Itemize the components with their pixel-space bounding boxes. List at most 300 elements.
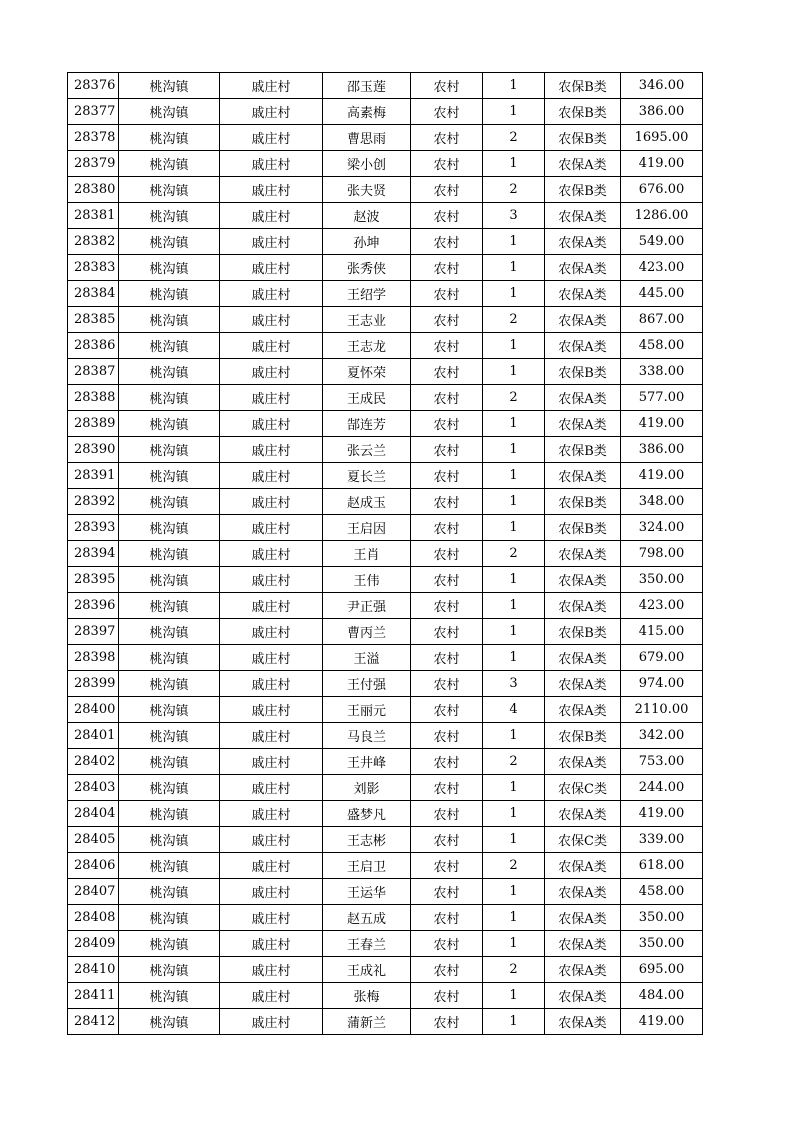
member-count-cell: 1 <box>483 463 545 489</box>
serial-number-cell: 28399 <box>68 671 119 697</box>
household-type-cell: 农村 <box>411 229 483 255</box>
amount-cell: 458.00 <box>621 333 703 359</box>
household-type-cell: 农村 <box>411 905 483 931</box>
village-cell: 戚庄村 <box>220 723 323 749</box>
amount-cell: 549.00 <box>621 229 703 255</box>
name-cell: 王志业 <box>323 307 411 333</box>
table-row <box>68 515 703 541</box>
member-count-cell: 2 <box>483 749 545 775</box>
serial-number-cell: 28387 <box>68 359 119 385</box>
insurance-category-cell: 农保B类 <box>545 619 621 645</box>
name-cell: 王付强 <box>323 671 411 697</box>
member-count-cell: 1 <box>483 567 545 593</box>
village-cell: 戚庄村 <box>220 749 323 775</box>
member-count-cell: 1 <box>483 905 545 931</box>
insurance-category-cell: 农保C类 <box>545 775 621 801</box>
table-row <box>68 463 703 489</box>
member-count-cell: 1 <box>483 879 545 905</box>
amount-cell: 867.00 <box>621 307 703 333</box>
amount-cell: 798.00 <box>621 541 703 567</box>
serial-number-cell: 28379 <box>68 151 119 177</box>
household-type-cell: 农村 <box>411 749 483 775</box>
table-row <box>68 645 703 671</box>
table-row <box>68 255 703 281</box>
table-row <box>68 333 703 359</box>
town-cell: 桃沟镇 <box>119 905 220 931</box>
serial-number-cell: 28407 <box>68 879 119 905</box>
data-table <box>67 72 703 1035</box>
serial-number-cell: 28378 <box>68 125 119 151</box>
member-count-cell: 2 <box>483 177 545 203</box>
table-row <box>68 957 703 983</box>
table-row <box>68 931 703 957</box>
member-count-cell: 1 <box>483 827 545 853</box>
name-cell: 王溢 <box>323 645 411 671</box>
serial-number-cell: 28391 <box>68 463 119 489</box>
amount-cell: 445.00 <box>621 281 703 307</box>
household-type-cell: 农村 <box>411 801 483 827</box>
amount-cell: 350.00 <box>621 567 703 593</box>
village-cell: 戚庄村 <box>220 619 323 645</box>
table-row <box>68 307 703 333</box>
serial-number-cell: 28394 <box>68 541 119 567</box>
household-type-cell: 农村 <box>411 567 483 593</box>
village-cell: 戚庄村 <box>220 515 323 541</box>
amount-cell: 484.00 <box>621 983 703 1009</box>
member-count-cell: 2 <box>483 957 545 983</box>
household-type-cell: 农村 <box>411 99 483 125</box>
amount-cell: 386.00 <box>621 99 703 125</box>
table-row <box>68 411 703 437</box>
household-type-cell: 农村 <box>411 931 483 957</box>
name-cell: 王启卫 <box>323 853 411 879</box>
name-cell: 曹思雨 <box>323 125 411 151</box>
amount-cell: 419.00 <box>621 411 703 437</box>
name-cell: 王丽元 <box>323 697 411 723</box>
insurance-category-cell: 农保A类 <box>545 151 621 177</box>
serial-number-cell: 28382 <box>68 229 119 255</box>
town-cell: 桃沟镇 <box>119 827 220 853</box>
insurance-category-cell: 农保B类 <box>545 437 621 463</box>
household-type-cell: 农村 <box>411 593 483 619</box>
town-cell: 桃沟镇 <box>119 1009 220 1035</box>
town-cell: 桃沟镇 <box>119 73 220 99</box>
village-cell: 戚庄村 <box>220 307 323 333</box>
town-cell: 桃沟镇 <box>119 463 220 489</box>
name-cell: 王启因 <box>323 515 411 541</box>
table-row <box>68 385 703 411</box>
village-cell: 戚庄村 <box>220 775 323 801</box>
town-cell: 桃沟镇 <box>119 255 220 281</box>
town-cell: 桃沟镇 <box>119 879 220 905</box>
insurance-category-cell: 农保A类 <box>545 307 621 333</box>
household-type-cell: 农村 <box>411 619 483 645</box>
name-cell: 赵波 <box>323 203 411 229</box>
amount-cell: 753.00 <box>621 749 703 775</box>
insurance-category-cell: 农保A类 <box>545 697 621 723</box>
member-count-cell: 1 <box>483 151 545 177</box>
town-cell: 桃沟镇 <box>119 125 220 151</box>
household-type-cell: 农村 <box>411 73 483 99</box>
village-cell: 戚庄村 <box>220 853 323 879</box>
amount-cell: 339.00 <box>621 827 703 853</box>
serial-number-cell: 28403 <box>68 775 119 801</box>
serial-number-cell: 28377 <box>68 99 119 125</box>
insurance-category-cell: 农保A类 <box>545 957 621 983</box>
amount-cell: 679.00 <box>621 645 703 671</box>
household-type-cell: 农村 <box>411 671 483 697</box>
household-type-cell: 农村 <box>411 333 483 359</box>
town-cell: 桃沟镇 <box>119 515 220 541</box>
village-cell: 戚庄村 <box>220 411 323 437</box>
serial-number-cell: 28396 <box>68 593 119 619</box>
household-type-cell: 农村 <box>411 827 483 853</box>
member-count-cell: 1 <box>483 333 545 359</box>
village-cell: 戚庄村 <box>220 593 323 619</box>
table-body <box>68 73 703 1035</box>
member-count-cell: 2 <box>483 307 545 333</box>
village-cell: 戚庄村 <box>220 957 323 983</box>
member-count-cell: 1 <box>483 489 545 515</box>
town-cell: 桃沟镇 <box>119 307 220 333</box>
member-count-cell: 1 <box>483 645 545 671</box>
serial-number-cell: 28401 <box>68 723 119 749</box>
table-row <box>68 99 703 125</box>
amount-cell: 338.00 <box>621 359 703 385</box>
table-row <box>68 671 703 697</box>
table-row <box>68 879 703 905</box>
name-cell: 王志彬 <box>323 827 411 853</box>
name-cell: 夏怀荣 <box>323 359 411 385</box>
serial-number-cell: 28398 <box>68 645 119 671</box>
amount-cell: 618.00 <box>621 853 703 879</box>
village-cell: 戚庄村 <box>220 463 323 489</box>
household-type-cell: 农村 <box>411 983 483 1009</box>
household-type-cell: 农村 <box>411 697 483 723</box>
amount-cell: 350.00 <box>621 931 703 957</box>
name-cell: 尹正强 <box>323 593 411 619</box>
village-cell: 戚庄村 <box>220 203 323 229</box>
town-cell: 桃沟镇 <box>119 775 220 801</box>
amount-cell: 695.00 <box>621 957 703 983</box>
insurance-category-cell: 农保A类 <box>545 463 621 489</box>
town-cell: 桃沟镇 <box>119 437 220 463</box>
village-cell: 戚庄村 <box>220 645 323 671</box>
insurance-category-cell: 农保A类 <box>545 983 621 1009</box>
town-cell: 桃沟镇 <box>119 723 220 749</box>
member-count-cell: 3 <box>483 671 545 697</box>
village-cell: 戚庄村 <box>220 359 323 385</box>
name-cell: 张夫贤 <box>323 177 411 203</box>
insurance-category-cell: 农保A类 <box>545 879 621 905</box>
village-cell: 戚庄村 <box>220 255 323 281</box>
serial-number-cell: 28381 <box>68 203 119 229</box>
member-count-cell: 1 <box>483 73 545 99</box>
name-cell: 蒲新兰 <box>323 1009 411 1035</box>
household-type-cell: 农村 <box>411 151 483 177</box>
name-cell: 马良兰 <box>323 723 411 749</box>
name-cell: 王志龙 <box>323 333 411 359</box>
name-cell: 赵五成 <box>323 905 411 931</box>
town-cell: 桃沟镇 <box>119 801 220 827</box>
member-count-cell: 1 <box>483 593 545 619</box>
table-row <box>68 827 703 853</box>
name-cell: 赵成玉 <box>323 489 411 515</box>
amount-cell: 386.00 <box>621 437 703 463</box>
household-type-cell: 农村 <box>411 359 483 385</box>
town-cell: 桃沟镇 <box>119 359 220 385</box>
table-row <box>68 177 703 203</box>
serial-number-cell: 28400 <box>68 697 119 723</box>
name-cell: 张秀侠 <box>323 255 411 281</box>
serial-number-cell: 28393 <box>68 515 119 541</box>
member-count-cell: 1 <box>483 931 545 957</box>
name-cell: 曹丙兰 <box>323 619 411 645</box>
table-row <box>68 619 703 645</box>
table-row <box>68 1009 703 1035</box>
household-type-cell: 农村 <box>411 957 483 983</box>
table-row <box>68 437 703 463</box>
insurance-category-cell: 农保A类 <box>545 333 621 359</box>
table-row <box>68 281 703 307</box>
town-cell: 桃沟镇 <box>119 489 220 515</box>
member-count-cell: 1 <box>483 255 545 281</box>
table-row <box>68 489 703 515</box>
insurance-category-cell: 农保A类 <box>545 645 621 671</box>
household-type-cell: 农村 <box>411 853 483 879</box>
town-cell: 桃沟镇 <box>119 749 220 775</box>
town-cell: 桃沟镇 <box>119 697 220 723</box>
name-cell: 梁小创 <box>323 151 411 177</box>
serial-number-cell: 28402 <box>68 749 119 775</box>
serial-number-cell: 28390 <box>68 437 119 463</box>
name-cell: 王绍学 <box>323 281 411 307</box>
insurance-category-cell: 农保A类 <box>545 1009 621 1035</box>
town-cell: 桃沟镇 <box>119 229 220 255</box>
member-count-cell: 1 <box>483 99 545 125</box>
name-cell: 张梅 <box>323 983 411 1009</box>
village-cell: 戚庄村 <box>220 1009 323 1035</box>
table-row <box>68 229 703 255</box>
town-cell: 桃沟镇 <box>119 957 220 983</box>
name-cell: 郜连芳 <box>323 411 411 437</box>
household-type-cell: 农村 <box>411 307 483 333</box>
insurance-category-cell: 农保B类 <box>545 359 621 385</box>
name-cell: 王肖 <box>323 541 411 567</box>
member-count-cell: 1 <box>483 619 545 645</box>
village-cell: 戚庄村 <box>220 281 323 307</box>
amount-cell: 2110.00 <box>621 697 703 723</box>
serial-number-cell: 28405 <box>68 827 119 853</box>
town-cell: 桃沟镇 <box>119 593 220 619</box>
amount-cell: 458.00 <box>621 879 703 905</box>
serial-number-cell: 28410 <box>68 957 119 983</box>
town-cell: 桃沟镇 <box>119 151 220 177</box>
amount-cell: 324.00 <box>621 515 703 541</box>
serial-number-cell: 28383 <box>68 255 119 281</box>
village-cell: 戚庄村 <box>220 905 323 931</box>
amount-cell: 1695.00 <box>621 125 703 151</box>
village-cell: 戚庄村 <box>220 489 323 515</box>
village-cell: 戚庄村 <box>220 229 323 255</box>
amount-cell: 1286.00 <box>621 203 703 229</box>
amount-cell: 348.00 <box>621 489 703 515</box>
household-type-cell: 农村 <box>411 723 483 749</box>
town-cell: 桃沟镇 <box>119 541 220 567</box>
name-cell: 王春兰 <box>323 931 411 957</box>
serial-number-cell: 28404 <box>68 801 119 827</box>
amount-cell: 419.00 <box>621 463 703 489</box>
table-row <box>68 983 703 1009</box>
town-cell: 桃沟镇 <box>119 645 220 671</box>
insurance-category-cell: 农保A类 <box>545 229 621 255</box>
village-cell: 戚庄村 <box>220 73 323 99</box>
insurance-category-cell: 农保B类 <box>545 73 621 99</box>
village-cell: 戚庄村 <box>220 671 323 697</box>
serial-number-cell: 28397 <box>68 619 119 645</box>
household-type-cell: 农村 <box>411 281 483 307</box>
household-type-cell: 农村 <box>411 489 483 515</box>
member-count-cell: 2 <box>483 853 545 879</box>
member-count-cell: 1 <box>483 983 545 1009</box>
insurance-category-cell: 农保C类 <box>545 827 621 853</box>
amount-cell: 244.00 <box>621 775 703 801</box>
table-row <box>68 203 703 229</box>
member-count-cell: 2 <box>483 125 545 151</box>
insurance-category-cell: 农保B类 <box>545 99 621 125</box>
household-type-cell: 农村 <box>411 177 483 203</box>
member-count-cell: 1 <box>483 801 545 827</box>
member-count-cell: 1 <box>483 411 545 437</box>
amount-cell: 676.00 <box>621 177 703 203</box>
serial-number-cell: 28385 <box>68 307 119 333</box>
household-type-cell: 农村 <box>411 541 483 567</box>
serial-number-cell: 28411 <box>68 983 119 1009</box>
household-type-cell: 农村 <box>411 125 483 151</box>
village-cell: 戚庄村 <box>220 983 323 1009</box>
town-cell: 桃沟镇 <box>119 853 220 879</box>
serial-number-cell: 28388 <box>68 385 119 411</box>
amount-cell: 346.00 <box>621 73 703 99</box>
household-type-cell: 农村 <box>411 203 483 229</box>
amount-cell: 419.00 <box>621 801 703 827</box>
insurance-category-cell: 农保A类 <box>545 385 621 411</box>
table-row <box>68 723 703 749</box>
amount-cell: 419.00 <box>621 1009 703 1035</box>
name-cell: 王井峰 <box>323 749 411 775</box>
insurance-category-cell: 农保A类 <box>545 281 621 307</box>
village-cell: 戚庄村 <box>220 125 323 151</box>
insurance-category-cell: 农保B类 <box>545 723 621 749</box>
insurance-category-cell: 农保A类 <box>545 541 621 567</box>
name-cell: 孙坤 <box>323 229 411 255</box>
household-type-cell: 农村 <box>411 385 483 411</box>
name-cell: 盛梦凡 <box>323 801 411 827</box>
insurance-category-cell: 农保A类 <box>545 593 621 619</box>
village-cell: 戚庄村 <box>220 931 323 957</box>
member-count-cell: 1 <box>483 359 545 385</box>
serial-number-cell: 28386 <box>68 333 119 359</box>
table-row <box>68 151 703 177</box>
household-type-cell: 农村 <box>411 515 483 541</box>
insurance-category-cell: 农保A类 <box>545 671 621 697</box>
member-count-cell: 4 <box>483 697 545 723</box>
member-count-cell: 1 <box>483 437 545 463</box>
household-type-cell: 农村 <box>411 775 483 801</box>
town-cell: 桃沟镇 <box>119 203 220 229</box>
household-type-cell: 农村 <box>411 255 483 281</box>
insurance-category-cell: 农保A类 <box>545 203 621 229</box>
insurance-category-cell: 农保A类 <box>545 853 621 879</box>
member-count-cell: 1 <box>483 281 545 307</box>
member-count-cell: 1 <box>483 515 545 541</box>
insurance-category-cell: 农保B类 <box>545 489 621 515</box>
town-cell: 桃沟镇 <box>119 931 220 957</box>
town-cell: 桃沟镇 <box>119 983 220 1009</box>
town-cell: 桃沟镇 <box>119 385 220 411</box>
table-row <box>68 749 703 775</box>
serial-number-cell: 28384 <box>68 281 119 307</box>
name-cell: 夏长兰 <box>323 463 411 489</box>
town-cell: 桃沟镇 <box>119 333 220 359</box>
table-row <box>68 593 703 619</box>
member-count-cell: 1 <box>483 229 545 255</box>
insurance-category-cell: 农保A类 <box>545 749 621 775</box>
serial-number-cell: 28392 <box>68 489 119 515</box>
member-count-cell: 2 <box>483 541 545 567</box>
village-cell: 戚庄村 <box>220 697 323 723</box>
insurance-category-cell: 农保B类 <box>545 515 621 541</box>
town-cell: 桃沟镇 <box>119 281 220 307</box>
village-cell: 戚庄村 <box>220 827 323 853</box>
table-row <box>68 775 703 801</box>
town-cell: 桃沟镇 <box>119 619 220 645</box>
serial-number-cell: 28409 <box>68 931 119 957</box>
town-cell: 桃沟镇 <box>119 411 220 437</box>
town-cell: 桃沟镇 <box>119 177 220 203</box>
village-cell: 戚庄村 <box>220 99 323 125</box>
name-cell: 王伟 <box>323 567 411 593</box>
insurance-category-cell: 农保B类 <box>545 177 621 203</box>
name-cell: 高素梅 <box>323 99 411 125</box>
town-cell: 桃沟镇 <box>119 671 220 697</box>
amount-cell: 419.00 <box>621 151 703 177</box>
name-cell: 王成礼 <box>323 957 411 983</box>
name-cell: 刘影 <box>323 775 411 801</box>
amount-cell: 342.00 <box>621 723 703 749</box>
insurance-category-cell: 农保A类 <box>545 931 621 957</box>
amount-cell: 423.00 <box>621 593 703 619</box>
village-cell: 戚庄村 <box>220 801 323 827</box>
household-type-cell: 农村 <box>411 463 483 489</box>
insurance-category-cell: 农保B类 <box>545 125 621 151</box>
serial-number-cell: 28406 <box>68 853 119 879</box>
insurance-category-cell: 农保A类 <box>545 411 621 437</box>
serial-number-cell: 28412 <box>68 1009 119 1035</box>
table-row <box>68 801 703 827</box>
village-cell: 戚庄村 <box>220 177 323 203</box>
insurance-category-cell: 农保A类 <box>545 255 621 281</box>
amount-cell: 350.00 <box>621 905 703 931</box>
amount-cell: 577.00 <box>621 385 703 411</box>
insurance-category-cell: 农保A类 <box>545 801 621 827</box>
serial-number-cell: 28389 <box>68 411 119 437</box>
insurance-category-cell: 农保A类 <box>545 567 621 593</box>
name-cell: 邵玉莲 <box>323 73 411 99</box>
table-row <box>68 905 703 931</box>
name-cell: 张云兰 <box>323 437 411 463</box>
member-count-cell: 2 <box>483 385 545 411</box>
